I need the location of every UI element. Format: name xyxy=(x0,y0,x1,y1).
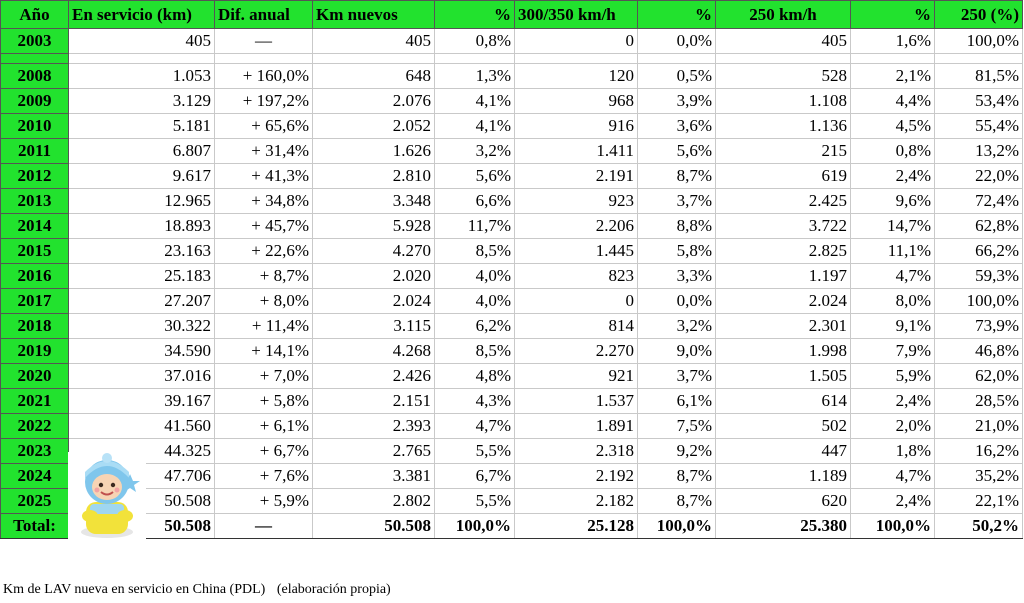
year-cell: 2013 xyxy=(1,189,69,214)
data-cell: 2.206 xyxy=(515,214,638,239)
data-cell: 2,4% xyxy=(851,164,935,189)
data-cell: + 197,2% xyxy=(215,89,313,114)
data-cell: 25.183 xyxy=(69,264,215,289)
table-row xyxy=(1,289,1023,314)
spacer-cell xyxy=(313,54,435,64)
data-cell: 0,5% xyxy=(638,64,716,89)
data-cell: — xyxy=(215,514,313,539)
data-cell: 2,1% xyxy=(851,64,935,89)
data-cell: 50.508 xyxy=(69,514,215,539)
data-cell: 4,0% xyxy=(435,264,515,289)
data-cell: 2.182 xyxy=(515,489,638,514)
year-cell: Total: xyxy=(1,514,69,539)
data-cell: 2.825 xyxy=(716,239,851,264)
data-cell: 619 xyxy=(716,164,851,189)
data-cell: 35,2% xyxy=(935,464,1023,489)
table-row xyxy=(1,489,1023,514)
spacer-cell xyxy=(215,54,313,64)
data-cell: 8,8% xyxy=(638,214,716,239)
table-row xyxy=(1,364,1023,389)
column-header: Dif. anual xyxy=(215,1,313,29)
data-cell: 11,1% xyxy=(851,239,935,264)
column-header: Año xyxy=(1,1,69,29)
data-cell: + 5,9% xyxy=(215,489,313,514)
data-cell: 648 xyxy=(313,64,435,89)
year-cell: 2015 xyxy=(1,239,69,264)
data-cell: + 65,6% xyxy=(215,114,313,139)
column-header: 250 km/h xyxy=(716,1,851,29)
year-cell: 2016 xyxy=(1,264,69,289)
data-cell: 4,3% xyxy=(435,389,515,414)
data-cell: 2.151 xyxy=(313,389,435,414)
year-cell: 2009 xyxy=(1,89,69,114)
data-cell: 4,7% xyxy=(435,414,515,439)
data-cell: 4.270 xyxy=(313,239,435,264)
year-cell: 2017 xyxy=(1,289,69,314)
spacer-cell xyxy=(716,54,851,64)
data-cell: 41.560 xyxy=(69,414,215,439)
data-cell: 23.163 xyxy=(69,239,215,264)
data-cell: 823 xyxy=(515,264,638,289)
data-cell: 1.445 xyxy=(515,239,638,264)
data-cell: 100,0% xyxy=(935,29,1023,54)
data-cell: 30.322 xyxy=(69,314,215,339)
data-cell: 8,7% xyxy=(638,464,716,489)
data-cell: 4,7% xyxy=(851,464,935,489)
year-cell: 2021 xyxy=(1,389,69,414)
data-cell: 3,9% xyxy=(638,89,716,114)
year-cell: 2010 xyxy=(1,114,69,139)
data-cell: 2.426 xyxy=(313,364,435,389)
data-cell: 3.381 xyxy=(313,464,435,489)
data-cell: 55,4% xyxy=(935,114,1023,139)
table-body xyxy=(1,29,1023,539)
year-cell: 2025 xyxy=(1,489,69,514)
spacer-cell xyxy=(69,54,215,64)
data-cell: 5.181 xyxy=(69,114,215,139)
data-cell: 8,7% xyxy=(638,164,716,189)
data-cell: 2.393 xyxy=(313,414,435,439)
table-row xyxy=(1,389,1023,414)
data-cell: 1.197 xyxy=(716,264,851,289)
data-cell: 6,1% xyxy=(638,389,716,414)
column-header: 250 (%) xyxy=(935,1,1023,29)
data-cell: 8,5% xyxy=(435,239,515,264)
data-cell: 9,1% xyxy=(851,314,935,339)
data-cell: 25.128 xyxy=(515,514,638,539)
data-cell: 2.192 xyxy=(515,464,638,489)
data-cell: 1.136 xyxy=(716,114,851,139)
year-cell: 2003 xyxy=(1,29,69,54)
data-cell: 814 xyxy=(515,314,638,339)
year-cell: 2020 xyxy=(1,364,69,389)
data-cell: 1.891 xyxy=(515,414,638,439)
data-cell: 3.115 xyxy=(313,314,435,339)
data-cell: 4.268 xyxy=(313,339,435,364)
data-cell: 120 xyxy=(515,64,638,89)
data-cell: 4,7% xyxy=(851,264,935,289)
data-cell: 62,0% xyxy=(935,364,1023,389)
data-cell: 6,2% xyxy=(435,314,515,339)
data-cell: 2.765 xyxy=(313,439,435,464)
toy-mascot-image xyxy=(68,452,146,540)
data-cell: + 6,1% xyxy=(215,414,313,439)
data-cell: + 8,7% xyxy=(215,264,313,289)
data-cell: 9,2% xyxy=(638,439,716,464)
data-cell: 22,1% xyxy=(935,489,1023,514)
table-row xyxy=(1,264,1023,289)
data-cell: 12.965 xyxy=(69,189,215,214)
year-cell: 2024 xyxy=(1,464,69,489)
data-cell: 1.411 xyxy=(515,139,638,164)
data-cell: 1.189 xyxy=(716,464,851,489)
data-cell: 0 xyxy=(515,289,638,314)
data-cell: 1,3% xyxy=(435,64,515,89)
data-cell: 0,0% xyxy=(638,29,716,54)
data-cell: + 5,8% xyxy=(215,389,313,414)
data-cell: 25.380 xyxy=(716,514,851,539)
data-cell: 502 xyxy=(716,414,851,439)
table-caption xyxy=(3,582,391,598)
column-header: 300/350 km/h xyxy=(515,1,638,29)
data-cell: + 7,0% xyxy=(215,364,313,389)
table-row xyxy=(1,339,1023,364)
year-cell: 2022 xyxy=(1,414,69,439)
table-row xyxy=(1,89,1023,114)
data-cell: 6,7% xyxy=(435,464,515,489)
data-cell: 100,0% xyxy=(638,514,716,539)
year-cell: 2023 xyxy=(1,439,69,464)
data-cell: 3,7% xyxy=(638,189,716,214)
data-cell: 44.325 xyxy=(69,439,215,464)
data-cell: 2.024 xyxy=(716,289,851,314)
data-cell: 100,0% xyxy=(935,289,1023,314)
data-cell: 1,8% xyxy=(851,439,935,464)
data-cell: 3,2% xyxy=(638,314,716,339)
data-cell: 2.270 xyxy=(515,339,638,364)
data-cell: 2.076 xyxy=(313,89,435,114)
data-cell: 100,0% xyxy=(435,514,515,539)
data-cell: 62,8% xyxy=(935,214,1023,239)
data-cell: + 14,1% xyxy=(215,339,313,364)
data-cell: 1.108 xyxy=(716,89,851,114)
year-cell: 2012 xyxy=(1,164,69,189)
data-cell: 0,0% xyxy=(638,289,716,314)
data-cell: 968 xyxy=(515,89,638,114)
column-header: % xyxy=(851,1,935,29)
data-cell: 8,0% xyxy=(851,289,935,314)
table-row xyxy=(1,29,1023,54)
data-cell: 47.706 xyxy=(69,464,215,489)
data-cell: 7,9% xyxy=(851,339,935,364)
data-cell: 11,7% xyxy=(435,214,515,239)
data-cell: 620 xyxy=(716,489,851,514)
data-cell: 7,5% xyxy=(638,414,716,439)
data-cell: 4,4% xyxy=(851,89,935,114)
data-cell: 14,7% xyxy=(851,214,935,239)
data-cell: 614 xyxy=(716,389,851,414)
data-cell: + 8,0% xyxy=(215,289,313,314)
data-cell: 2.191 xyxy=(515,164,638,189)
table-row xyxy=(1,114,1023,139)
data-cell: 1.537 xyxy=(515,389,638,414)
data-cell: 3,2% xyxy=(435,139,515,164)
table-row xyxy=(1,314,1023,339)
data-cell: + 7,6% xyxy=(215,464,313,489)
data-cell: 2,4% xyxy=(851,489,935,514)
data-cell: 0,8% xyxy=(435,29,515,54)
data-cell: 2.425 xyxy=(716,189,851,214)
data-cell: 2.318 xyxy=(515,439,638,464)
data-cell: 9,0% xyxy=(638,339,716,364)
spacer-cell xyxy=(1,54,69,64)
table-row xyxy=(1,439,1023,464)
data-cell: + 11,4% xyxy=(215,314,313,339)
table-row xyxy=(1,464,1023,489)
table-row xyxy=(1,139,1023,164)
data-cell: + 160,0% xyxy=(215,64,313,89)
data-cell: 53,4% xyxy=(935,89,1023,114)
data-cell: 5,5% xyxy=(435,489,515,514)
spacer-cell xyxy=(515,54,638,64)
data-cell: 39.167 xyxy=(69,389,215,414)
data-cell: 916 xyxy=(515,114,638,139)
data-cell: 5.928 xyxy=(313,214,435,239)
year-cell: 2008 xyxy=(1,64,69,89)
data-cell: 921 xyxy=(515,364,638,389)
data-cell: 46,8% xyxy=(935,339,1023,364)
data-cell: 8,5% xyxy=(435,339,515,364)
data-cell: 3.348 xyxy=(313,189,435,214)
year-cell: 2019 xyxy=(1,339,69,364)
data-cell: 215 xyxy=(716,139,851,164)
total-row xyxy=(1,514,1023,539)
mascot-figure xyxy=(68,452,146,540)
data-cell: 9,6% xyxy=(851,189,935,214)
data-cell: 5,6% xyxy=(638,139,716,164)
column-header: Km nuevos xyxy=(313,1,435,29)
data-cell: + 45,7% xyxy=(215,214,313,239)
data-cell: 22,0% xyxy=(935,164,1023,189)
data-cell: + 34,8% xyxy=(215,189,313,214)
table-row xyxy=(1,64,1023,89)
data-cell: + 22,6% xyxy=(215,239,313,264)
spacer-cell xyxy=(435,54,515,64)
data-cell: 2.052 xyxy=(313,114,435,139)
column-header: % xyxy=(638,1,716,29)
caption-main: Km de LAV nueva en servicio en China (PDL) xyxy=(3,582,266,597)
data-cell: 3.129 xyxy=(69,89,215,114)
data-cell: 16,2% xyxy=(935,439,1023,464)
spacer-cell xyxy=(638,54,716,64)
year-cell: 2014 xyxy=(1,214,69,239)
data-cell: 72,4% xyxy=(935,189,1023,214)
data-cell: 3,6% xyxy=(638,114,716,139)
data-cell: 73,9% xyxy=(935,314,1023,339)
data-cell: 37.016 xyxy=(69,364,215,389)
data-cell: 1.626 xyxy=(313,139,435,164)
data-cell: 81,5% xyxy=(935,64,1023,89)
year-cell: 2011 xyxy=(1,139,69,164)
data-cell: 21,0% xyxy=(935,414,1023,439)
table-row xyxy=(1,414,1023,439)
data-cell: 2.810 xyxy=(313,164,435,189)
data-cell: 4,8% xyxy=(435,364,515,389)
data-cell: 9.617 xyxy=(69,164,215,189)
data-cell: 3.722 xyxy=(716,214,851,239)
data-cell: 66,2% xyxy=(935,239,1023,264)
data-cell: 34.590 xyxy=(69,339,215,364)
data-cell: 5,8% xyxy=(638,239,716,264)
spacer-cell xyxy=(935,54,1023,64)
data-cell: — xyxy=(215,29,313,54)
data-cell: 4,5% xyxy=(851,114,935,139)
data-cell: 28,5% xyxy=(935,389,1023,414)
caption-note: (elaboración propia) xyxy=(276,582,391,597)
data-cell: 3,3% xyxy=(638,264,716,289)
data-cell: 4,0% xyxy=(435,289,515,314)
data-cell: 6,6% xyxy=(435,189,515,214)
header-row xyxy=(1,1,1023,29)
table-row xyxy=(1,189,1023,214)
data-cell: + 6,7% xyxy=(215,439,313,464)
data-cell: 0 xyxy=(515,29,638,54)
data-cell: 1.505 xyxy=(716,364,851,389)
data-cell: 8,7% xyxy=(638,489,716,514)
table-row xyxy=(1,214,1023,239)
data-cell: 405 xyxy=(313,29,435,54)
data-cell: 1.998 xyxy=(716,339,851,364)
data-cell: + 41,3% xyxy=(215,164,313,189)
column-header: % xyxy=(435,1,515,29)
data-cell: 50,2% xyxy=(935,514,1023,539)
data-cell: 2,4% xyxy=(851,389,935,414)
data-cell: 59,3% xyxy=(935,264,1023,289)
data-cell: 5,9% xyxy=(851,364,935,389)
data-cell: 528 xyxy=(716,64,851,89)
spacer-cell xyxy=(851,54,935,64)
data-cell: 1.053 xyxy=(69,64,215,89)
data-cell: 50.508 xyxy=(313,514,435,539)
data-cell: 13,2% xyxy=(935,139,1023,164)
data-cell: 2,0% xyxy=(851,414,935,439)
spacer-row xyxy=(1,54,1023,64)
data-cell: 50.508 xyxy=(69,489,215,514)
table-row xyxy=(1,239,1023,264)
data-cell: 2.301 xyxy=(716,314,851,339)
data-cell: 4,1% xyxy=(435,89,515,114)
data-cell: 2.020 xyxy=(313,264,435,289)
data-cell: 4,1% xyxy=(435,114,515,139)
data-cell: 405 xyxy=(69,29,215,54)
data-cell: 100,0% xyxy=(851,514,935,539)
year-cell: 2018 xyxy=(1,314,69,339)
data-cell: 405 xyxy=(716,29,851,54)
data-cell: 5,5% xyxy=(435,439,515,464)
data-cell: 0,8% xyxy=(851,139,935,164)
table-row xyxy=(1,164,1023,189)
data-cell: 447 xyxy=(716,439,851,464)
data-cell: 2.024 xyxy=(313,289,435,314)
data-cell: 3,7% xyxy=(638,364,716,389)
data-cell: 5,6% xyxy=(435,164,515,189)
data-cell: 2.802 xyxy=(313,489,435,514)
column-header: En servicio (km) xyxy=(69,1,215,29)
data-cell: 6.807 xyxy=(69,139,215,164)
data-cell: 18.893 xyxy=(69,214,215,239)
data-cell: 1,6% xyxy=(851,29,935,54)
data-cell: 27.207 xyxy=(69,289,215,314)
data-cell: 923 xyxy=(515,189,638,214)
data-cell: + 31,4% xyxy=(215,139,313,164)
